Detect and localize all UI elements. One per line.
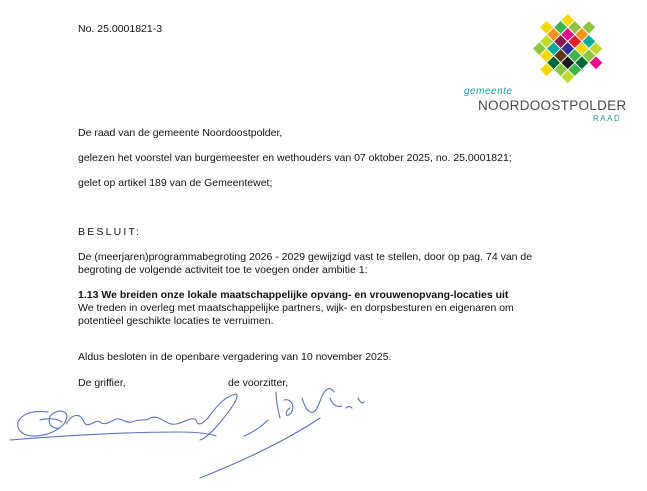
- voorzitter-label: de voorzitter,: [228, 377, 289, 389]
- closing-text: Aldus besloten in de openbare vergadering van 10 november 2025.: [78, 351, 392, 363]
- signatures-icon: [0, 378, 420, 488]
- besluit-heading: BESLUIT:: [78, 226, 142, 238]
- logo-sub: RAAD: [593, 114, 622, 123]
- decision-line-2: begroting de volgende activiteit toe te voegen onder ambitie 1:: [78, 264, 368, 276]
- decision-line-1: De (meerjaren)programmabegroting 2026 - 2029 gewijzigd vast te stellen, door op pag. 74 van de: [78, 251, 533, 263]
- mosaic-logo-icon: [522, 10, 612, 90]
- activity-line-1: We treden in overleg met maatschappelijke partners, wijk- en dorpsbesturen en eigenaren om: [78, 302, 514, 314]
- activity-title: 1.13 We breiden onze lokale maatschappelijke opvang- en vrouwenopvang-locaties uit: [78, 289, 509, 301]
- gelezen-text: gelezen het voorstel van burgemeester en wethouders van 07 oktober 2025, no. 25.0001821;: [78, 152, 512, 164]
- intro-text: De raad van de gemeente Noordoostpolder,: [78, 127, 283, 139]
- logo-prefix: gemeente: [464, 86, 513, 97]
- gelet-text: gelet op artikel 189 van de Gemeentewet;: [78, 177, 273, 189]
- activity-line-2: potentieel geschikte locaties te verruimen.: [78, 315, 274, 327]
- doc-number: No. 25.0001821-3: [78, 23, 163, 35]
- griffier-label: De griffier,: [78, 377, 126, 389]
- municipality-logo: [458, 8, 630, 126]
- logo-name: NOORDOOSTPOLDER: [478, 98, 627, 113]
